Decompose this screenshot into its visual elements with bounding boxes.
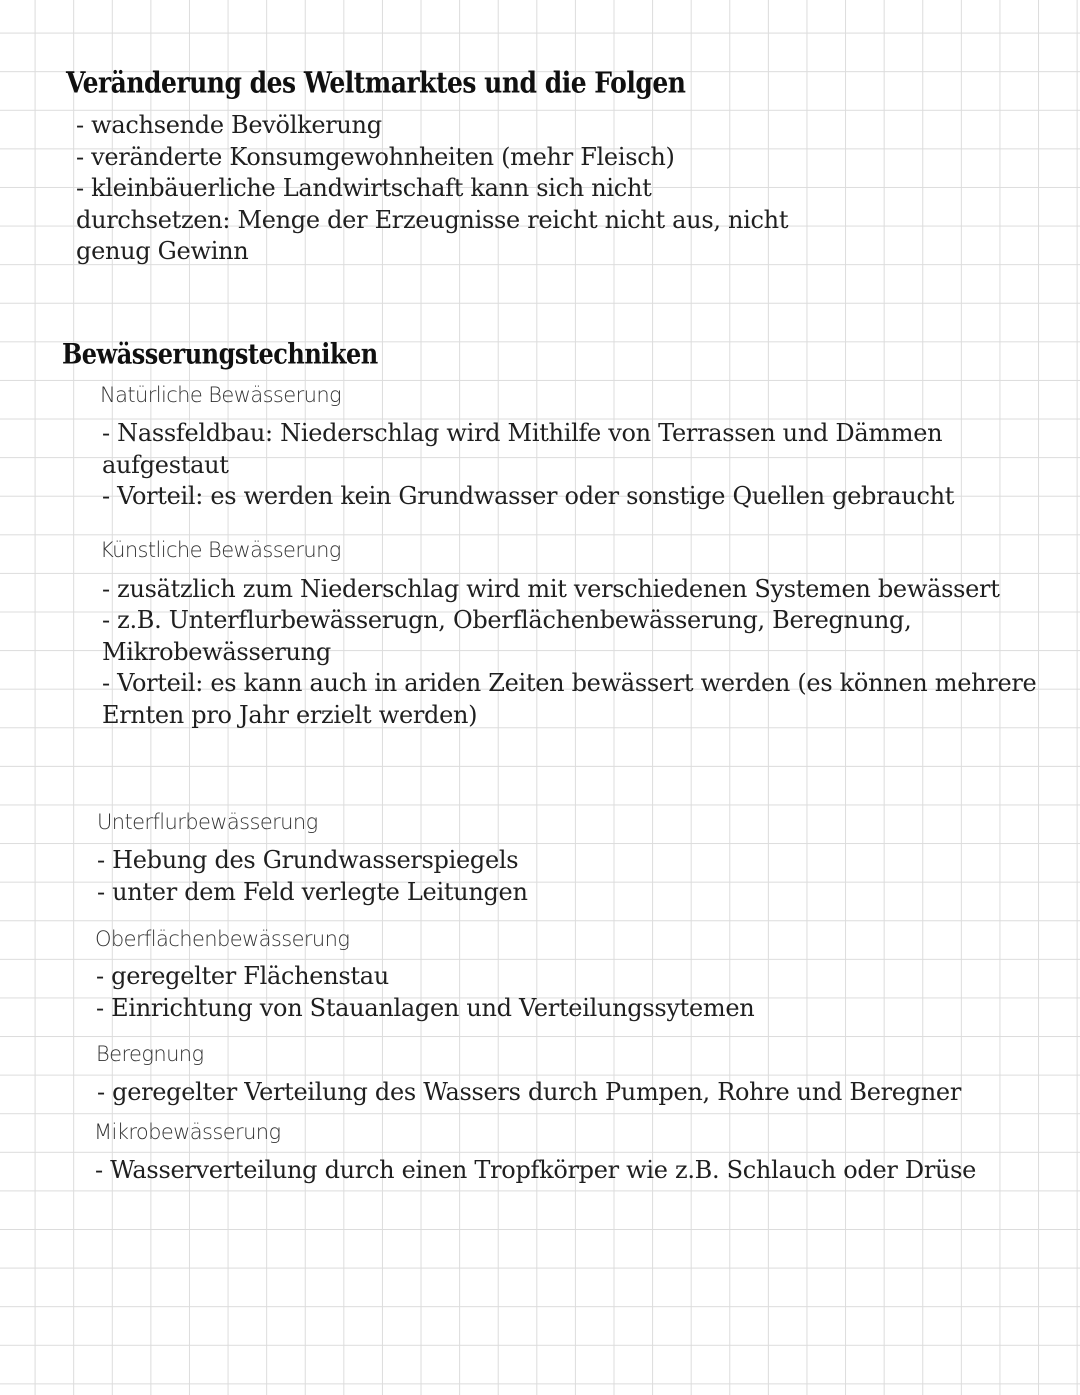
text-line: Mikrobewässerung xyxy=(102,638,331,666)
heading-bewaesserungstechniken: Bewässerungstechniken xyxy=(62,337,378,371)
text-line: - Vorteil: es kann auch in ariden Zeiten bewässert werden (es können mehrere xyxy=(102,669,1037,697)
text-line: - unter dem Feld verlegte Leitungen xyxy=(97,878,528,906)
text-line: - geregelter Verteilung des Wassers durch Pumpen, Rohre und Beregner xyxy=(97,1078,962,1106)
text-line: genug Gewinn xyxy=(76,237,249,265)
subheading-micro: Mikrobewässerung xyxy=(94,1120,281,1144)
text-line: Ernten pro Jahr erzielt werden) xyxy=(102,701,478,729)
text-line: - kleinbäuerliche Landwirtschaft kann sich nicht xyxy=(76,174,652,202)
subheading-sprinkler: Beregnung xyxy=(96,1042,204,1066)
subheading-natural: Natürliche Bewässerung xyxy=(100,383,342,407)
text-line: durchsetzen: Menge der Erzeugnisse reicht nicht aus, nicht xyxy=(76,206,789,234)
text-line: - Vorteil: es werden kein Grundwasser oder sonstige Quellen gebraucht xyxy=(102,482,955,510)
text-line: - geregelter Flächenstau xyxy=(96,962,389,990)
text-line: - Hebung des Grundwasserspiegels xyxy=(97,846,519,874)
subheading-artificial: Künstliche Bewässerung xyxy=(100,538,341,562)
text-line: - Wasserverteilung durch einen Tropfkörper wie z.B. Schlauch oder Drüse xyxy=(95,1156,977,1184)
subheading-underfloor: Unterflurbewässerung xyxy=(97,810,318,834)
subheading-surface: Oberflächenbewässerung xyxy=(95,927,350,951)
text-line: - z.B. Unterflurbewässerugn, Oberflächenbewässerung, Beregnung, xyxy=(102,606,912,634)
heading-weltmarkt: Veränderung des Weltmarktes und die Folgen xyxy=(66,66,686,100)
text-line: - Einrichtung von Stauanlagen und Verteilungssytemen xyxy=(96,994,755,1022)
text-line: - Nassfeldbau: Niederschlag wird Mithilfe von Terrassen und Dämmen xyxy=(102,419,943,447)
text-line: aufgestaut xyxy=(102,451,229,479)
text-line: - zusätzlich zum Niederschlag wird mit verschiedenen Systemen bewässert xyxy=(102,575,1000,603)
text-line: - wachsende Bevölkerung xyxy=(76,111,382,139)
text-line: - veränderte Konsumgewohnheiten (mehr Fleisch) xyxy=(76,143,675,171)
